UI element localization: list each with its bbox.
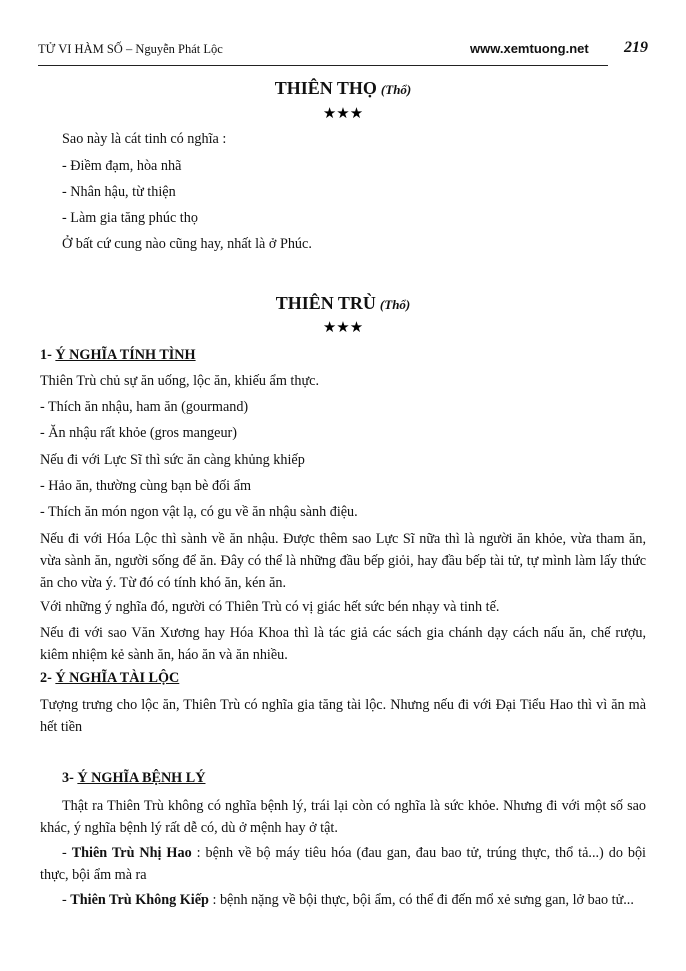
- heading-number: 1-: [40, 347, 52, 363]
- heading-text: Ý NGHĨA BỆNH LÝ: [77, 770, 206, 786]
- paragraph: Tượng trưng cho lộc ăn, Thiên Trù có nghĩa gia tăng tài lộc. Nhưng nếu đi với Đại Tiểu Hao thì vì ăn mà hết tiền: [40, 697, 646, 735]
- heading-number: 2-: [40, 670, 52, 686]
- section-element: (Thổ): [380, 82, 412, 97]
- list-item-text: : bệnh về bộ máy tiêu hóa (đau gan, đau bao tử, trúng thực, thổ tả...) do bội thực, bội ẩm mà ra: [40, 845, 647, 883]
- subsection-heading-1: [40, 347, 196, 364]
- text-line: Sao này là cát tinh có nghĩa :: [62, 131, 227, 147]
- rating-stars-icon: ★★★: [322, 104, 364, 122]
- text-line: - Điềm đạm, hòa nhã: [62, 158, 182, 174]
- text-line: Ở bất cứ cung nào cũng hay, nhất là ở Phúc.: [62, 236, 312, 252]
- subsection-heading-3: [62, 770, 205, 787]
- rating-stars-icon: ★★★: [322, 318, 364, 336]
- header-divider: [38, 65, 608, 66]
- page-header: [38, 36, 648, 64]
- header-website[interactable]: www.xemtuong.net: [470, 41, 589, 56]
- text-line: - Ăn nhậu rất khỏe (gros mangeur): [40, 425, 237, 441]
- text-line: Nếu đi với Lực Sĩ thì sức ăn càng khủng khiếp: [40, 452, 305, 468]
- list-item-term: Thiên Trù Nhị Hao: [71, 845, 192, 861]
- heading-text: Ý NGHĨA TÍNH TÌNH: [55, 347, 196, 363]
- text-line: - Nhân hậu, từ thiện: [62, 184, 176, 200]
- section-element: (Thổ): [379, 297, 411, 312]
- heading-number: 3-: [62, 770, 74, 786]
- section-title-thien-tho: [0, 78, 686, 99]
- header-book-title: TỬ VI HÀM SỐ – Nguyễn Phát Lộc: [38, 42, 223, 56]
- section-title-text: THIÊN TRÙ: [275, 293, 376, 313]
- list-item: [40, 889, 646, 911]
- list-bullet: -: [62, 892, 71, 908]
- subsection-heading-2: [40, 670, 179, 687]
- text-line: - Thích ăn nhậu, ham ăn (gourmand): [40, 399, 249, 415]
- text-line: Thiên Trù chủ sự ăn uống, lộc ăn, khiếu ẩm thực.: [40, 373, 319, 389]
- list-item-term: Thiên Trù Không Kiếp: [70, 892, 209, 908]
- paragraph: Với những ý nghĩa đó, người có Thiên Trù có vị giác hết sức bén nhạy và tinh tế.: [40, 599, 500, 615]
- text-line: - Làm gia tăng phúc thọ: [62, 210, 198, 226]
- text-line: - Hảo ăn, thường cùng bạn bè đối ẩm: [40, 478, 252, 494]
- paragraph: Nếu đi với sao Văn Xương hay Hóa Khoa thì là tác giả các sách gia chánh dạy cách nấu ăn, chế rượu, kiêm nhiệm kẻ sành ăn, háo ăn và ăn nhiều.: [40, 625, 646, 663]
- list-bullet: -: [62, 845, 72, 861]
- paragraph: Nếu đi với Hóa Lộc thì sành về ăn nhậu. Được thêm sao Lực Sĩ nữa thì là người ăn khỏe, vừa tham ăn, vừa sành ăn, người sống để ăn. Đây có thể là những đầu bếp giỏi, hay đầu bếp tài tử, tự mình làm lấy thức ăn cho vừa ý. Từ đó có tính khó ăn, kén ăn.: [40, 531, 646, 591]
- page-number: 219: [624, 39, 648, 56]
- list-item-text: : bệnh nặng về bội thực, bội ẩm, có thể đi đến mổ xẻ sưng gan, lở bao tử...: [208, 892, 634, 908]
- text-line: - Thích ăn món ngon vật lạ, có gu về ăn nhậu sành điệu.: [40, 504, 358, 520]
- heading-text: Ý NGHĨA TÀI LỘC: [55, 670, 180, 686]
- section-title-text: THIÊN THỌ: [274, 78, 377, 98]
- paragraph: Thật ra Thiên Trù không có nghĩa bệnh lý, trái lại còn có nghĩa là sức khỏe. Nhưng đi với một số sao khác, ý nghĩa bệnh lý rất dễ có, dù ở mệnh hay ở tật.: [40, 798, 646, 836]
- section-title-thien-tru: [0, 293, 686, 314]
- list-item: [40, 842, 646, 886]
